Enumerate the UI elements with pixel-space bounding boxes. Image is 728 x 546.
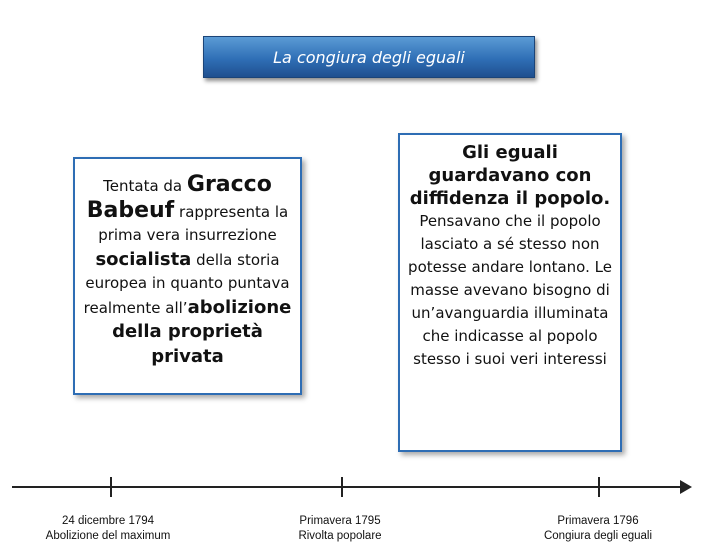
timeline-event-2-date: Primavera 1795	[299, 515, 381, 527]
left-text-3: della storia europea in quanto puntava realmente all’	[83, 250, 290, 317]
right-body: Pensavano che il popolo lasciato a sé stesso non potesse andare lontano. Le masse avevano bisogno di un’avanguardia illuminata che indicasse al popolo stesso i suoi veri interessi	[408, 212, 612, 368]
babeuf-box	[73, 157, 302, 395]
left-text-2: rappresenta la prima vera insurrezione	[98, 202, 289, 244]
timeline-event-3	[508, 514, 688, 544]
slide-title	[203, 36, 535, 78]
timeline-event-1-date: 24 dicembre 1794	[61, 515, 155, 527]
left-name-babeuf: Babeuf	[86, 197, 175, 223]
eguali-box	[398, 133, 622, 452]
timeline-arrow-icon	[680, 480, 692, 494]
left-bold-socialista: socialista	[95, 248, 192, 270]
timeline-tick-3	[598, 477, 600, 497]
left-bold-abolizione: abolizione della proprietà privata	[112, 296, 292, 367]
left-text-1: Tentata da	[103, 177, 187, 195]
timeline-event-3-label: Congiura degli eguali	[543, 530, 653, 542]
slide-title-text: La congiura degli eguali	[273, 47, 465, 67]
timeline-line	[12, 486, 686, 488]
timeline-event-1-label: Abolizione del maximum	[45, 530, 171, 542]
timeline-event-2-label: Rivolta popolare	[298, 530, 382, 542]
timeline-event-3-date: Primavera 1796	[557, 515, 639, 527]
timeline-event-2	[250, 514, 430, 544]
right-heading: Gli eguali guardavano con diffidenza il popolo.	[409, 142, 611, 209]
timeline-event-1	[18, 514, 198, 544]
left-name-gracco: Gracco	[186, 172, 272, 197]
timeline-tick-2	[341, 477, 343, 497]
timeline-tick-1	[110, 477, 112, 497]
